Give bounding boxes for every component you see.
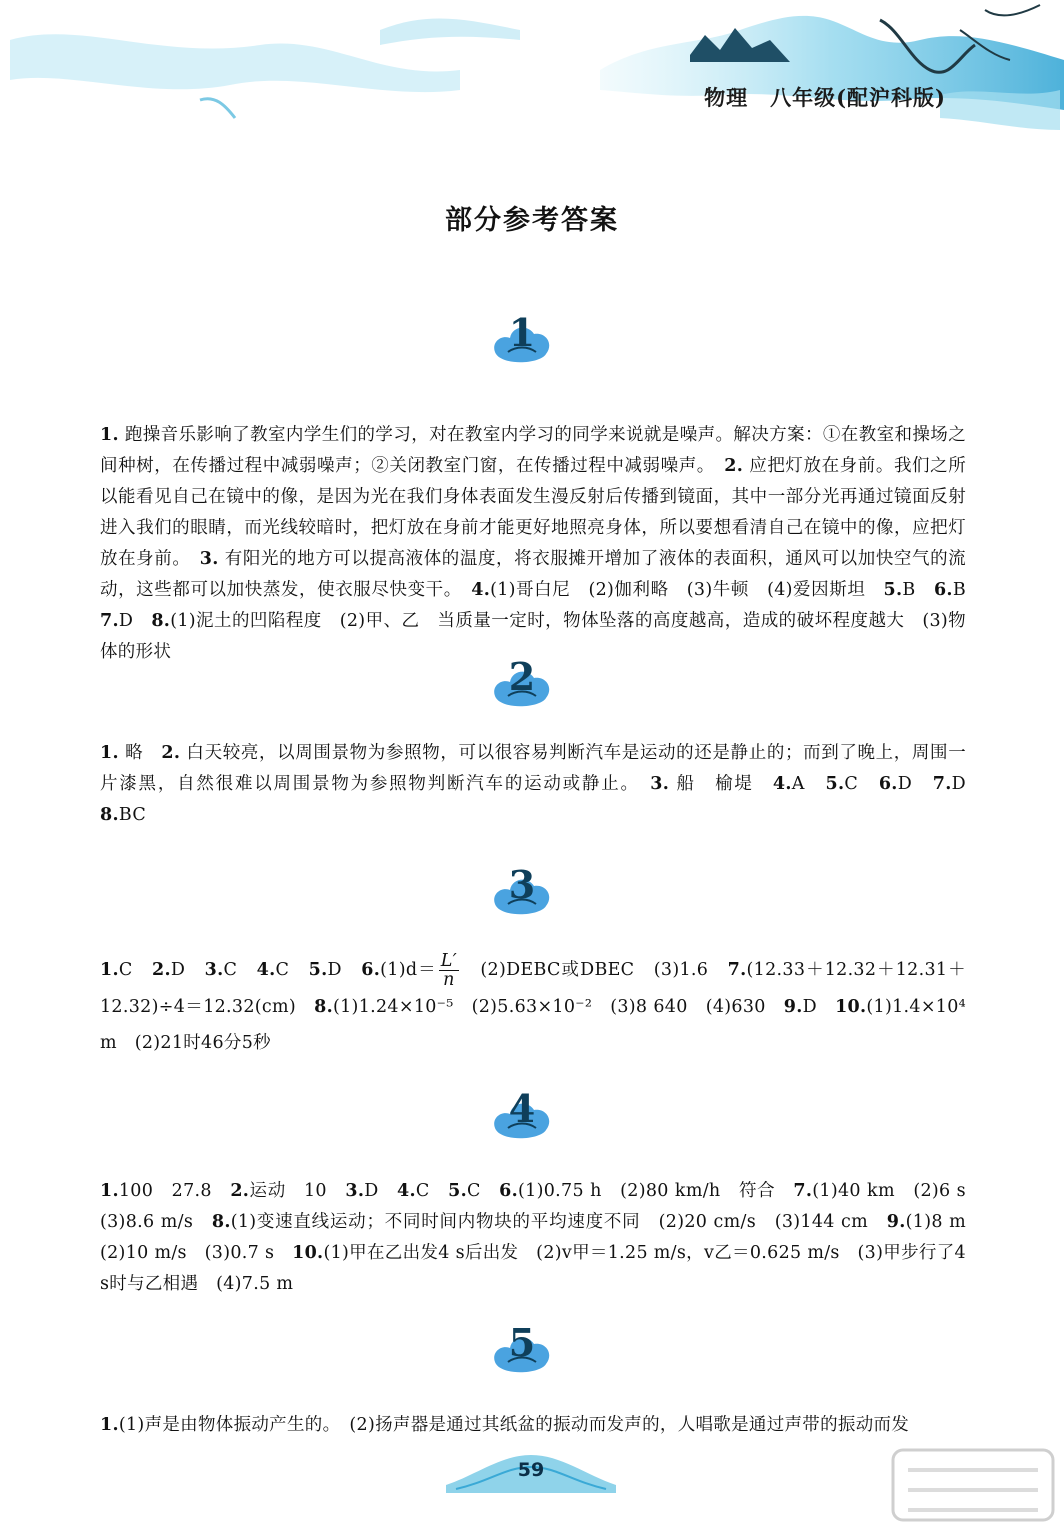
section-number: 5 bbox=[508, 1320, 536, 1365]
answer-text: D bbox=[327, 960, 362, 980]
answer-text: C bbox=[466, 1181, 500, 1201]
q-number: 3. bbox=[199, 549, 219, 569]
q-number: 1. bbox=[100, 1415, 119, 1435]
answer-text: B bbox=[952, 580, 984, 600]
q-number: 6. bbox=[499, 1181, 519, 1201]
section-number: 4 bbox=[508, 1086, 536, 1131]
answer-text: BC bbox=[118, 805, 147, 825]
q-number: 7. bbox=[932, 774, 952, 794]
q-number: 4. bbox=[471, 580, 491, 600]
q-number: 9. bbox=[783, 997, 803, 1017]
q-number: 2. bbox=[724, 456, 744, 476]
watermark-logo bbox=[888, 1440, 1058, 1530]
answer-text: (1)1.24×10⁻⁵ (2)5.63×10⁻² (3)8 640 (4)630 bbox=[333, 997, 784, 1017]
q-number: 7. bbox=[100, 611, 119, 631]
q-number: 1. bbox=[100, 960, 119, 980]
answer-text: (1)1.4×10⁴ m (2)21时46分5秒 bbox=[100, 997, 966, 1053]
q-number: 4. bbox=[397, 1181, 416, 1201]
q-number: 4. bbox=[772, 774, 792, 794]
q-number: 5. bbox=[883, 580, 903, 600]
fraction-numerator: L′ bbox=[440, 951, 457, 971]
watermark-icon bbox=[888, 1440, 1058, 1530]
subject-grade-label: 物理 八年级(配沪科版) bbox=[704, 85, 946, 110]
answer-text: D bbox=[170, 960, 205, 980]
answer-text: 略 bbox=[118, 743, 162, 763]
answer-text: (1)0.75 h (2)80 km/h 符合 bbox=[518, 1181, 794, 1201]
q-number: 1. bbox=[100, 1181, 119, 1201]
q-number: 1. bbox=[100, 743, 119, 763]
q-number: 4. bbox=[256, 960, 276, 980]
q-number: 2. bbox=[161, 743, 181, 763]
section-number: 1 bbox=[508, 310, 536, 355]
answer-text: (1)8 m (2)10 m/s (3)0.7 s bbox=[100, 1212, 984, 1263]
answer-text: B bbox=[902, 580, 934, 600]
header-banner bbox=[0, 0, 1064, 140]
q-number: 10. bbox=[292, 1243, 324, 1263]
fraction bbox=[439, 952, 459, 989]
answer-text: (1)哥白尼 (2)伽利略 (3)牛顿 (4)爱因斯坦 bbox=[490, 580, 884, 600]
q-number: 3. bbox=[345, 1181, 365, 1201]
answer-text: 100 27.8 bbox=[118, 1181, 231, 1201]
q-number: 7. bbox=[727, 960, 747, 980]
q-number: 8. bbox=[151, 611, 171, 631]
answer-text: (1)声是由物体振动产生的。 (2)扬声器是通过其纸盆的振动而发声的，人唱歌是通过声带的振动而发 bbox=[118, 1415, 910, 1435]
answer-text: D bbox=[951, 774, 984, 794]
page-number-badge bbox=[446, 1445, 616, 1497]
answer-text: (1)d＝ bbox=[380, 960, 437, 980]
q-number: 2. bbox=[230, 1181, 250, 1201]
answer-text: D bbox=[897, 774, 933, 794]
section-1-badge bbox=[490, 312, 554, 374]
answer-text: 船 榆堤 bbox=[669, 774, 773, 794]
section-2-badge bbox=[490, 656, 554, 718]
page-number: 59 bbox=[517, 1459, 545, 1481]
answer-text: D bbox=[802, 997, 836, 1017]
q-number: 2. bbox=[152, 960, 171, 980]
section-1-answers bbox=[100, 420, 984, 668]
answer-text: 白天较亮，以周围景物为参照物，可以很容易判断汽车是运动的还是静止的；而到了晚上，周围一片漆黑，自然很难以周围景物为参照物判断汽车的运动或静止。 bbox=[100, 743, 966, 794]
answer-text: C bbox=[275, 960, 309, 980]
answer-text: (1)40 km (2)6 s (3)8.6 m/s bbox=[100, 1181, 984, 1232]
section-3-answers bbox=[100, 952, 966, 1061]
q-number: 8. bbox=[211, 1212, 231, 1232]
answer-text: C bbox=[415, 1181, 449, 1201]
q-number: 3. bbox=[204, 960, 224, 980]
q-number: 5. bbox=[448, 1181, 467, 1201]
section-4-badge bbox=[490, 1088, 554, 1150]
section-5-badge bbox=[490, 1322, 554, 1384]
q-number: 6. bbox=[933, 580, 953, 600]
answer-text: C bbox=[118, 960, 152, 980]
q-number: 6. bbox=[878, 774, 898, 794]
answer-text: C bbox=[223, 960, 257, 980]
section-4-answers bbox=[100, 1176, 984, 1300]
answer-text: D bbox=[364, 1181, 398, 1201]
section-number: 3 bbox=[508, 862, 536, 907]
section-2-answers bbox=[100, 738, 984, 831]
section-3-badge bbox=[490, 864, 554, 926]
fraction-denominator: n bbox=[443, 970, 455, 990]
answer-text: C bbox=[844, 774, 879, 794]
answer-text: (1)泥土的凹陷程度 (2)甲、乙 当质量一定时，物体坠落的高度越高，造成的破坏程度越大 (3)物体的形状 bbox=[100, 611, 966, 662]
answer-text: (1)甲在乙出发4 s后出发 (2)v甲＝1.25 m/s，v乙＝0.625 m/s (3)甲步行了4 s时与乙相遇 (4)7.5 m bbox=[100, 1243, 966, 1294]
q-number: 5. bbox=[308, 960, 328, 980]
q-number: 10. bbox=[835, 997, 867, 1017]
q-number: 8. bbox=[314, 997, 333, 1017]
q-number: 6. bbox=[361, 960, 381, 980]
q-number: 7. bbox=[793, 1181, 813, 1201]
answer-text: (1)变速直线运动；不同时间内物块的平均速度不同 (2)20 cm/s (3)144 cm bbox=[230, 1212, 887, 1232]
landscape-illustration bbox=[0, 0, 1064, 140]
q-number: 5. bbox=[825, 774, 845, 794]
page-title: 部分参考答案 bbox=[445, 205, 619, 236]
answer-text: 应把灯放在身前。我们之所以能看见自己在镜中的像，是因为光在我们身体表面发生漫反射后传播到镜面，其中一部分光再通过镜面反射进入我们的眼睛，而光线较暗时，把灯放在身前才能更好地照亮身体，所以要想看清自己在镜中的像，应把灯放在身前。 bbox=[100, 456, 966, 569]
q-number: 1. bbox=[100, 425, 119, 445]
answer-text: (2)DEBC或DBEC (3)1.6 bbox=[460, 960, 728, 980]
answer-text: (12.33＋12.32＋12.31＋12.32)÷4＝12.32(cm) bbox=[100, 960, 966, 1017]
q-number: 8. bbox=[100, 805, 119, 825]
answer-text: 有阳光的地方可以提高液体的温度，将衣服摊开增加了液体的表面积，通风可以加快空气的流动，这些都可以加快蒸发，使衣服尽快变干。 bbox=[100, 549, 966, 600]
answer-text: A bbox=[791, 774, 826, 794]
q-number: 9. bbox=[886, 1212, 906, 1232]
answer-text: 跑操音乐影响了教室内学生们的学习，对在教室内学习的同学来说就是噪声。解决方案：①在教室和操场之间种树，在传播过程中减弱噪声；②关闭教室门窗，在传播过程中减弱噪声。 bbox=[100, 425, 966, 476]
section-number: 2 bbox=[508, 654, 536, 699]
answer-text: D bbox=[118, 611, 152, 631]
q-number: 3. bbox=[650, 774, 670, 794]
section-5-answers bbox=[100, 1410, 966, 1441]
answer-text: 运动 10 bbox=[249, 1181, 346, 1201]
